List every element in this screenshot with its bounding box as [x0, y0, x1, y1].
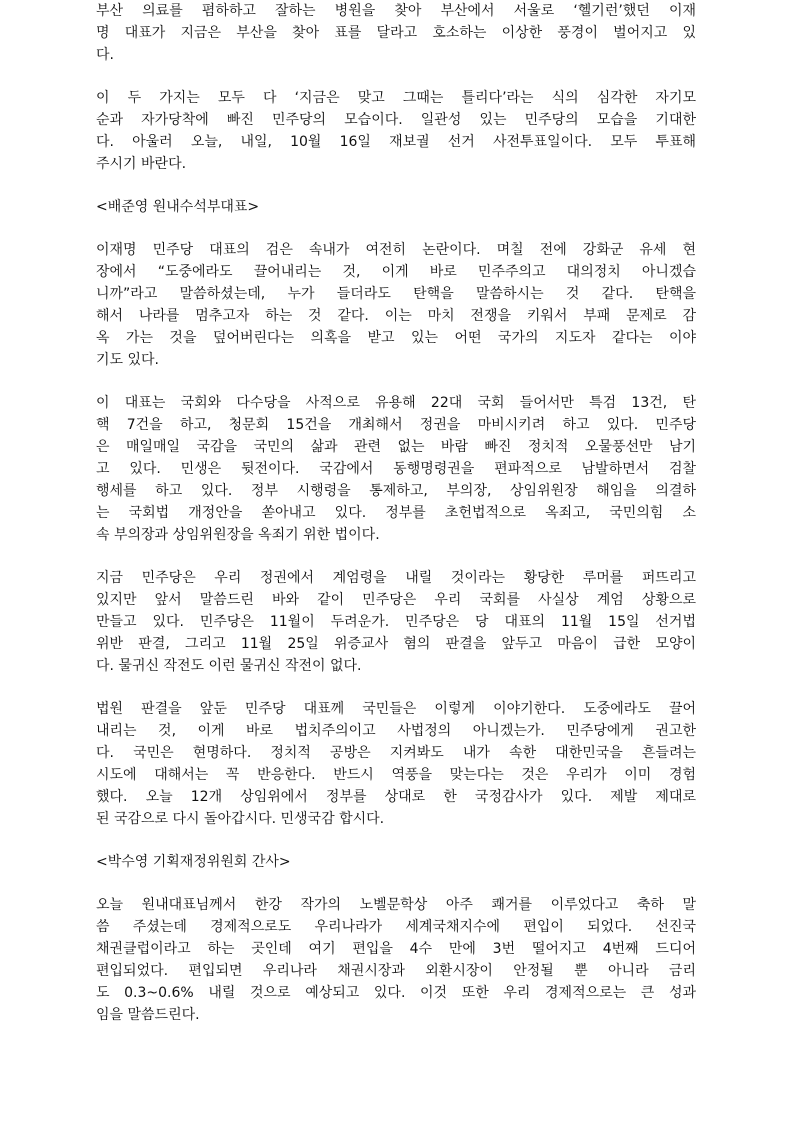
text-line: 속 부의장과 상임위원장을 옥죄기 위한 법이다.	[96, 527, 380, 543]
text-line: 다. 물귀신 작전도 이런 물귀신 작전이 없다.	[96, 658, 362, 674]
text-line: 이재명 민주당 대표의 검은 속내가 여전히 논란이다. 며칠 전에 강화군 유세 현	[96, 242, 696, 258]
text-line: 지금 민주당은 우리 정권에서 계엄령을 내릴 것이라는 황당한 루머를 퍼뜨리고	[96, 570, 696, 586]
text-line: 옥 가는 것을 덮어버린다는 의혹을 받고 있는 어떤 국가의 지도자 같다는 이야	[96, 330, 696, 346]
text-line: 다. 국민은 현명하다. 정치적 공방은 지켜봐도 내가 속한 대한민국을 흔들려는	[96, 745, 696, 761]
speaker-heading-text: <배준영 원내수석부대표>	[96, 199, 260, 215]
text-line: 시도에 대해서는 꼭 반응한다. 반드시 역풍을 맞는다는 것은 우리가 이미 경험	[96, 767, 696, 783]
text-line: 기도 있다.	[96, 352, 159, 368]
text-line: 다.	[96, 47, 114, 63]
text-line: 부산 의료를 폄하하고 잘하는 병원을 찾아 부산에서 서울로 ‘헬기런’했던 이재	[96, 3, 696, 19]
paragraph	[96, 567, 696, 677]
text-line: 고 있다. 민생은 뒷전이다. 국감에서 동행명령권을 편파적으로 남발하면서 검찰	[96, 461, 696, 477]
speaker-heading	[96, 196, 696, 218]
text-line: 씀 주셨는데 경제적으로도 우리나라가 세계국채지수에 편입이 되었다. 선진국	[96, 919, 696, 935]
paragraph	[96, 392, 696, 546]
text-line: 채권클럽이라고 하는 곳인데 여기 편입을 4수 만에 3번 떨어지고 4번째 드디어	[96, 941, 696, 957]
text-line: 이 두 가지는 모두 다 ‘지금은 맞고 그때는 틀리다’라는 식의 심각한 자기모	[96, 90, 697, 106]
document-page	[96, 0, 696, 1026]
speaker-heading-text: <박수영 기획재정위원회 간사>	[96, 854, 291, 870]
text-line: 는 국회법 개정안을 쏟아내고 있다. 정부를 초헌법적으로 옥죄고, 국민의힘 소	[96, 505, 696, 521]
paragraph	[96, 87, 696, 175]
paragraph	[96, 698, 696, 830]
text-line: 있지만 앞서 말씀드린 바와 같이 민주당은 우리 국회를 사실상 계엄 상황으로	[96, 592, 696, 608]
text-line: 된 국감으로 다시 돌아갑시다. 민생국감 합시다.	[96, 811, 385, 827]
text-line: 내리는 것, 이게 바로 법치주의이고 사법정의 아니겠는가. 민주당에게 권고한	[96, 723, 696, 739]
text-line: 장에서 “도중에라도 끌어내리는 것, 이게 바로 민주주의고 대의정치 아니겠습	[96, 264, 696, 280]
text-line: 순과 자가당착에 빠진 민주당의 모습이다. 일관성 있는 민주당의 모습을 기대한	[96, 112, 696, 128]
text-line: 이 대표는 국회와 다수당을 사적으로 유용해 22대 국회 들어서만 특검 13건, 탄	[96, 395, 696, 411]
paragraph	[96, 894, 696, 1026]
text-line: 행세를 하고 있다. 정부 시행령을 통제하고, 부의장, 상임위원장 해임을 의결하	[96, 483, 696, 499]
text-line: 위반 판결, 그리고 11월 25일 위증교사 혐의 판결을 앞두고 마음이 급한 모양이	[96, 636, 696, 652]
text-line: 법원 판결을 앞둔 민주당 대표께 국민들은 이렇게 이야기한다. 도중에라도 끌어	[96, 701, 696, 717]
text-line: 니까”라고 말씀하셨는데, 누가 들더라도 탄핵을 말씀하시는 것 같다. 탄핵을	[96, 286, 696, 302]
text-line: 도 0.3~0.6% 내릴 것으로 예상되고 있다. 이것 또한 우리 경제적으로는 큰 성과	[96, 985, 696, 1001]
text-line: 편입되었다. 편입되면 우리나라 채권시장과 외환시장이 안정될 뿐 아니라 금리	[96, 963, 696, 979]
text-line: 오늘 원내대표님께서 한강 작가의 노벨문학상 아주 쾌거를 이루었다고 축하 말	[96, 897, 696, 913]
text-line: 임을 말씀드린다.	[96, 1007, 200, 1023]
speaker-heading	[96, 851, 696, 873]
text-line: 핵 7건을 하고, 청문회 15건을 개최해서 정권을 마비시키려 하고 있다. 민주당	[96, 417, 696, 433]
text-line: 만들고 있다. 민주당은 11월이 두려운가. 민주당은 당 대표의 11월 15일 선거법	[96, 614, 696, 630]
text-line: 다. 아울러 오늘, 내일, 10월 16일 재보궐 선거 사전투표일이다. 모두 투표해	[96, 134, 696, 150]
text-line: 해서 나라를 멈추고자 하는 것 같다. 이는 마치 전쟁을 키워서 부패 문제로 감	[96, 308, 696, 324]
text-line: 했다. 오늘 12개 상임위에서 정부를 상대로 한 국정감사가 있다. 제발 제대로	[96, 789, 696, 805]
text-line: 주시기 바란다.	[96, 156, 187, 172]
text-line: 명 대표가 지금은 부산을 찾아 표를 달라고 호소하는 이상한 풍경이 벌어지고 있	[96, 25, 696, 41]
text-line: 은 매일매일 국감을 국민의 삶과 관련 없는 바람 빠진 정치적 오물풍선만 남기	[96, 439, 696, 455]
paragraph	[96, 0, 696, 66]
paragraph	[96, 239, 696, 371]
